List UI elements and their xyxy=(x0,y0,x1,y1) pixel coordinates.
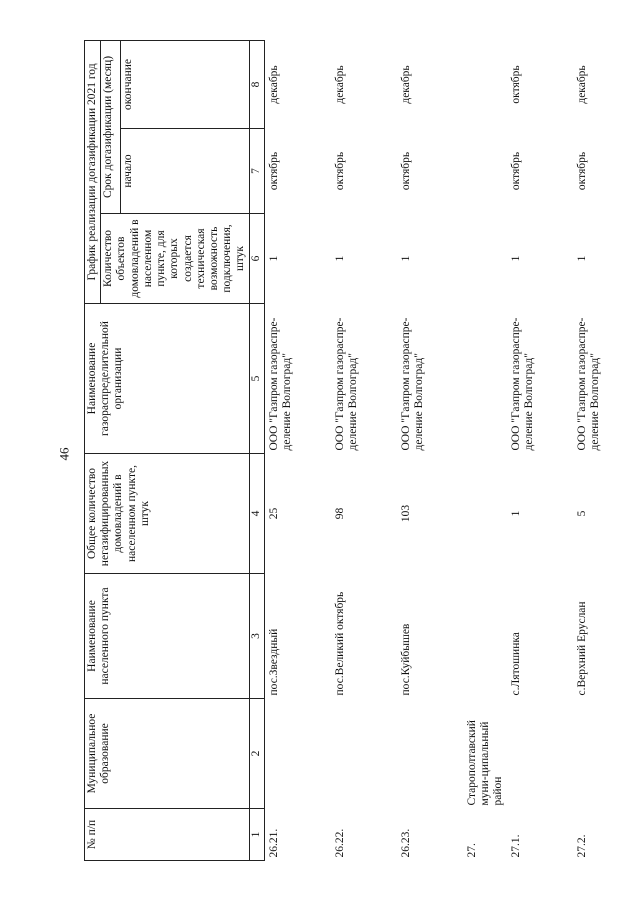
row-municipality xyxy=(507,699,573,809)
table-row xyxy=(397,40,463,860)
header-schedule-group: График реализации догазификации 2021 год xyxy=(85,40,101,303)
row-end: декабрь xyxy=(267,65,280,104)
column-numbers-row xyxy=(249,40,264,860)
column-number: 4 xyxy=(249,454,264,574)
header-term-group: Срок догазификации (месяц) xyxy=(101,40,120,213)
row-end: декабрь xyxy=(575,65,588,104)
row-number: 26.21. xyxy=(267,828,280,858)
table-row xyxy=(507,40,573,860)
table-row xyxy=(264,40,331,860)
district-row xyxy=(463,40,507,860)
page-number: 46 xyxy=(56,447,71,461)
row-count: 1 xyxy=(399,255,412,262)
column-number: 5 xyxy=(249,304,264,454)
gasification-table-sheet xyxy=(84,41,625,861)
header-settlement: Наименование населенного пункта xyxy=(85,574,250,699)
column-number: 7 xyxy=(249,129,264,214)
row-organization: ООО "Газпром газораспре-деление Волгоград" xyxy=(509,317,535,451)
row-end: декабрь xyxy=(333,65,346,104)
row-settlement: с.Лятошинка xyxy=(509,632,522,696)
row-municipality xyxy=(573,699,639,809)
column-number: 8 xyxy=(249,40,264,128)
table-row xyxy=(331,40,397,860)
column-number: 3 xyxy=(249,574,264,699)
row-end: декабрь xyxy=(399,65,412,104)
row-settlement: пос.Великий октябрь xyxy=(333,591,346,696)
row-municipality xyxy=(397,699,463,809)
header-end: окончание xyxy=(120,40,249,128)
row-organization: ООО "Газпром газораспре-деление Волгоград" xyxy=(333,317,359,451)
row-start: октябрь xyxy=(399,151,412,191)
row-total: 103 xyxy=(399,504,412,523)
row-total: 25 xyxy=(267,507,280,520)
row-count: 1 xyxy=(267,255,280,262)
column-number: 1 xyxy=(249,809,264,861)
row-start: октябрь xyxy=(575,151,588,191)
column-number: 6 xyxy=(249,214,264,304)
district-name: Старополтавский муни-ципальный район xyxy=(465,720,505,806)
row-start: октябрь xyxy=(509,151,522,191)
row-count: 1 xyxy=(333,255,346,262)
row-number: 27.2. xyxy=(575,834,588,858)
header-total-households: Общее количество негазифицированных домовладений в населенном пункте, штук xyxy=(85,454,250,574)
table-row xyxy=(573,40,639,860)
gasification-schedule-table xyxy=(84,40,639,861)
row-total: 98 xyxy=(333,507,346,520)
row-count: 1 xyxy=(575,255,588,262)
row-number: 26.22. xyxy=(333,828,346,858)
district-number: 27. xyxy=(465,843,478,858)
column-number: 2 xyxy=(249,699,264,809)
row-number: 27.1. xyxy=(509,834,522,858)
row-settlement: с.Верхний Еруслан xyxy=(575,601,588,696)
row-organization: ООО "Газпром газораспре-деление Волгоград" xyxy=(267,317,293,451)
row-municipality xyxy=(264,699,331,809)
row-total: 5 xyxy=(575,510,588,517)
row-start: октябрь xyxy=(267,151,280,191)
header-objects-count: Количество объектов домовладений в населенном пункте, для которых создается техническая возможность подключения, штук xyxy=(101,214,249,304)
row-organization: ООО "Газпром газораспре-деление Волгоград" xyxy=(399,317,425,451)
header-number: № п/п xyxy=(85,809,250,861)
header-gas-organization: Наименование газораспределительной организации xyxy=(85,304,250,454)
header-municipality: Муниципальное образование xyxy=(85,699,250,809)
row-total: 1 xyxy=(509,510,522,517)
row-settlement: пос.Куйбышев xyxy=(399,623,412,696)
row-number: 26.23. xyxy=(399,828,412,858)
row-settlement: пос.Звездный xyxy=(267,628,280,696)
row-count: 1 xyxy=(509,255,522,262)
row-end: октябрь xyxy=(509,65,522,104)
row-organization: ООО "Газпром газораспре-деление Волгоград" xyxy=(575,317,601,451)
row-municipality xyxy=(331,699,397,809)
header-start: начало xyxy=(120,129,249,214)
row-start: октябрь xyxy=(333,151,346,191)
